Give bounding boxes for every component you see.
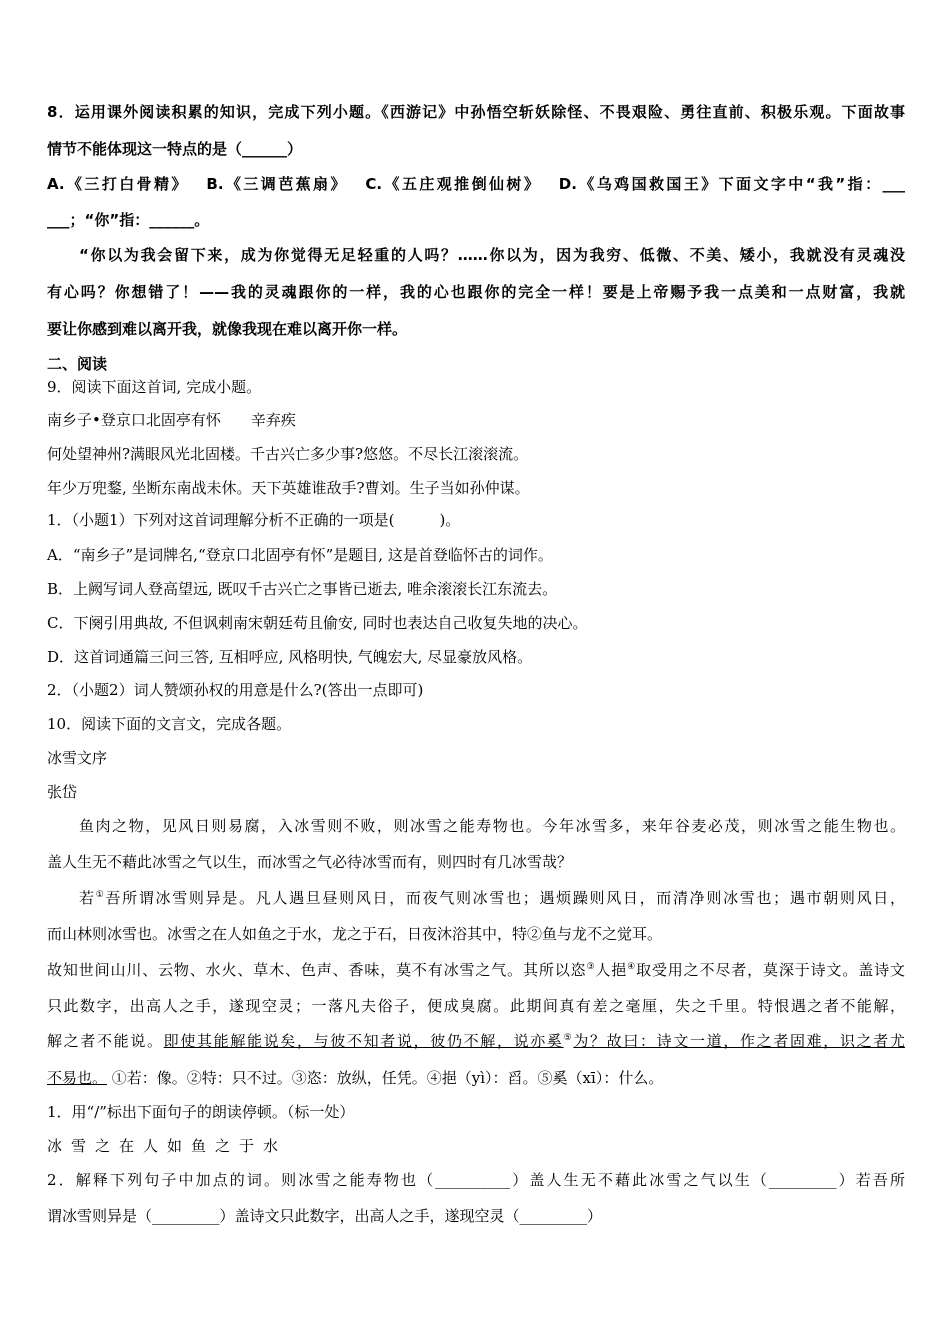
text-segment: 南乡子•登京口北固亭有怀 辛弃疾 <box>47 411 296 429</box>
underlined-text: 即使其能解能说矣，与彼不知者说，彼仍不解，说亦奚 <box>163 1032 564 1050</box>
essay-notes <box>47 1068 905 1088</box>
text-segment: A.《三打白骨精》 B.《三调芭蕉扇》 C.《五庄观推倒仙树》 D.《乌鸡国救国王》下面文字中“我”指：___ <box>47 175 905 193</box>
essay-paragraph <box>47 960 905 980</box>
option-a <box>47 545 905 565</box>
text-segment: 2．解释下列句子中加点的词。则冰雪之能寿物也（__________）盖人生无不藉此冰雪之气以生（_________）若吾所 <box>47 1171 905 1189</box>
text-segment: 要让你感到难以离开我，就像我现在难以离开你一样。 <box>47 320 408 338</box>
text-segment: 有心吗？你想错了！——我的灵魂跟你的一样，我的心也跟你的完全一样！要是上帝赐予我一点美和一点财富，我就 <box>47 283 905 301</box>
text-segment: 二、阅读 <box>47 355 108 373</box>
question-8-options <box>47 174 905 194</box>
essay-paragraph-cont <box>47 852 905 872</box>
poem-line <box>47 444 905 464</box>
text-segment: 1．（小题1）下列对这首词理解分析不正确的一项是( )。 <box>47 511 461 529</box>
question-8-stem <box>47 102 905 122</box>
text-segment: 张岱 <box>47 783 78 801</box>
text-segment: 而山林则冰雪也。冰雪之在人如鱼之于水，龙之于石，日夜沐浴其中，特②鱼与龙不之觉耳。 <box>47 925 663 943</box>
option-c <box>47 613 905 633</box>
task-1-sentence <box>47 1136 905 1156</box>
underlined-text: 不易也。 <box>47 1069 108 1087</box>
footnote-marker: ④ <box>627 962 637 972</box>
quote-paragraph <box>47 245 905 265</box>
text-segment: A．“南乡子”是词牌名,“登京口北固亭有怀”是题目, 这是首登临怀古的词作。 <box>47 546 553 564</box>
text-segment: 情节不能体现这一特点的是（______） <box>47 140 303 158</box>
text-segment: 取受用之不尽者，莫深于诗文。盖诗文 <box>636 961 905 979</box>
essay-paragraph <box>47 888 905 908</box>
essay-paragraph-cont <box>47 996 905 1016</box>
option-d <box>47 647 905 667</box>
text-segment: 鱼肉之物，见风日则易腐，入冰雪则不败，则冰雪之能寿物也。今年冰雪多，来年谷麦必茂，则冰雪之能生物也。 <box>79 817 905 835</box>
text-segment: 解之者不能说。 <box>47 1032 164 1050</box>
option-b <box>47 579 905 599</box>
text-segment: 冰雪文序 <box>47 749 108 767</box>
text-segment: C．下阕引用典故, 不但讽刺南宋朝廷苟且偷安, 同时也表达自己收复失地的决心。 <box>47 614 588 632</box>
text-segment: 盖人生无不藉此冰雪之气以生，而冰雪之气必待冰雪而有，则四时有几冰雪哉？ <box>47 853 573 871</box>
poem-title <box>47 410 905 430</box>
text-segment: 吾所谓冰雪则异是。凡人遇旦昼则风日，而夜气则冰雪也；遇烦躁则风日，而清净则冰雪也；遇市朝则风日， <box>105 889 905 907</box>
question-9-stem <box>47 377 905 397</box>
text-segment: 10．阅读下面的文言文，完成各题。 <box>47 715 292 733</box>
text-segment: 谓冰雪则异是（_________）盖诗文只此数字，出高人之手，遂现空灵（_________） <box>47 1207 603 1225</box>
text-segment: 1．用“/”标出下面句子的朗读停顿。（标一处） <box>47 1103 355 1121</box>
quote-paragraph-cont <box>47 282 905 302</box>
text-segment: D．这首词通篇三问三答, 互相呼应, 风格明快, 气魄宏大, 尽显豪放风格。 <box>47 648 533 666</box>
text-segment: 只此数字，出高人之手，遂现空灵；一落凡夫俗子，便成臭腐。此期间真有差之毫厘，失之千里。特恨遇之者不能解， <box>47 997 905 1015</box>
underlined-text: 为？故曰：诗文一道，作之者固难，识之者尤 <box>573 1032 905 1050</box>
text-segment: 故知世间山川、云物、水火、草木、色声、香味，莫不有冰雪之气。其所以恣 <box>47 961 587 979</box>
text-segment: “你以为我会留下来，成为你觉得无足轻重的人吗？……你以为，因为我穷、低微、不美、矮小，我就没有灵魂没 <box>79 246 905 264</box>
footnote-marker: ⑤ <box>563 1033 574 1043</box>
text-segment: 何处望神州?满眼风光北固楼。千古兴亡多少事?悠悠。不尽长江滚滚流。 <box>47 445 529 463</box>
text-segment: 9．阅读下面这首词, 完成小题。 <box>47 378 262 396</box>
poem-line <box>47 478 905 498</box>
subquestion-1 <box>47 510 905 530</box>
text-segment: 若 <box>79 889 96 907</box>
text-segment: 2．（小题2）词人赞颂孙权的用意是什么?(答出一点即可) <box>47 681 424 699</box>
task-2-cont <box>47 1206 905 1226</box>
question-8-stem-cont <box>47 139 905 159</box>
text-segment: 年少万兜鍪, 坐断东南战未休。天下英雄谁敌手?曹刘。生子当如孙仲谋。 <box>47 479 530 497</box>
footnote-marker: ① <box>95 890 106 900</box>
essay-paragraph <box>47 816 905 836</box>
quote-paragraph-end <box>47 319 905 339</box>
question-8-blank <box>47 210 905 230</box>
essay-author <box>47 782 905 802</box>
subquestion-2 <box>47 680 905 700</box>
section-heading <box>47 354 905 374</box>
text-segment: 冰雪之在人如鱼之于水 <box>47 1137 288 1155</box>
text-segment: 8．运用课外阅读积累的知识，完成下列小题。《西游记》中孙悟空斩妖除怪、不畏艰险、勇往直前、积极乐观。下面故事 <box>47 103 905 121</box>
question-10-stem <box>47 714 905 734</box>
text-segment: ①若：像。②特：只不过。③恣：放纵，任凭。④挹（yì）：舀。⑤奚（xī）：什么。 <box>107 1069 664 1087</box>
essay-paragraph-cont <box>47 1031 905 1051</box>
footnote-marker: ③ <box>586 962 596 972</box>
text-segment: 人挹 <box>595 961 628 979</box>
task-1 <box>47 1102 905 1122</box>
essay-paragraph-cont <box>47 924 905 944</box>
text-segment: ___；“你”指：______。 <box>47 211 210 229</box>
essay-title <box>47 748 905 768</box>
task-2 <box>47 1170 905 1190</box>
text-segment: B．上阙写词人登高望远, 既叹千古兴亡之事皆已逝去, 唯余滚滚长江东流去。 <box>47 580 558 598</box>
